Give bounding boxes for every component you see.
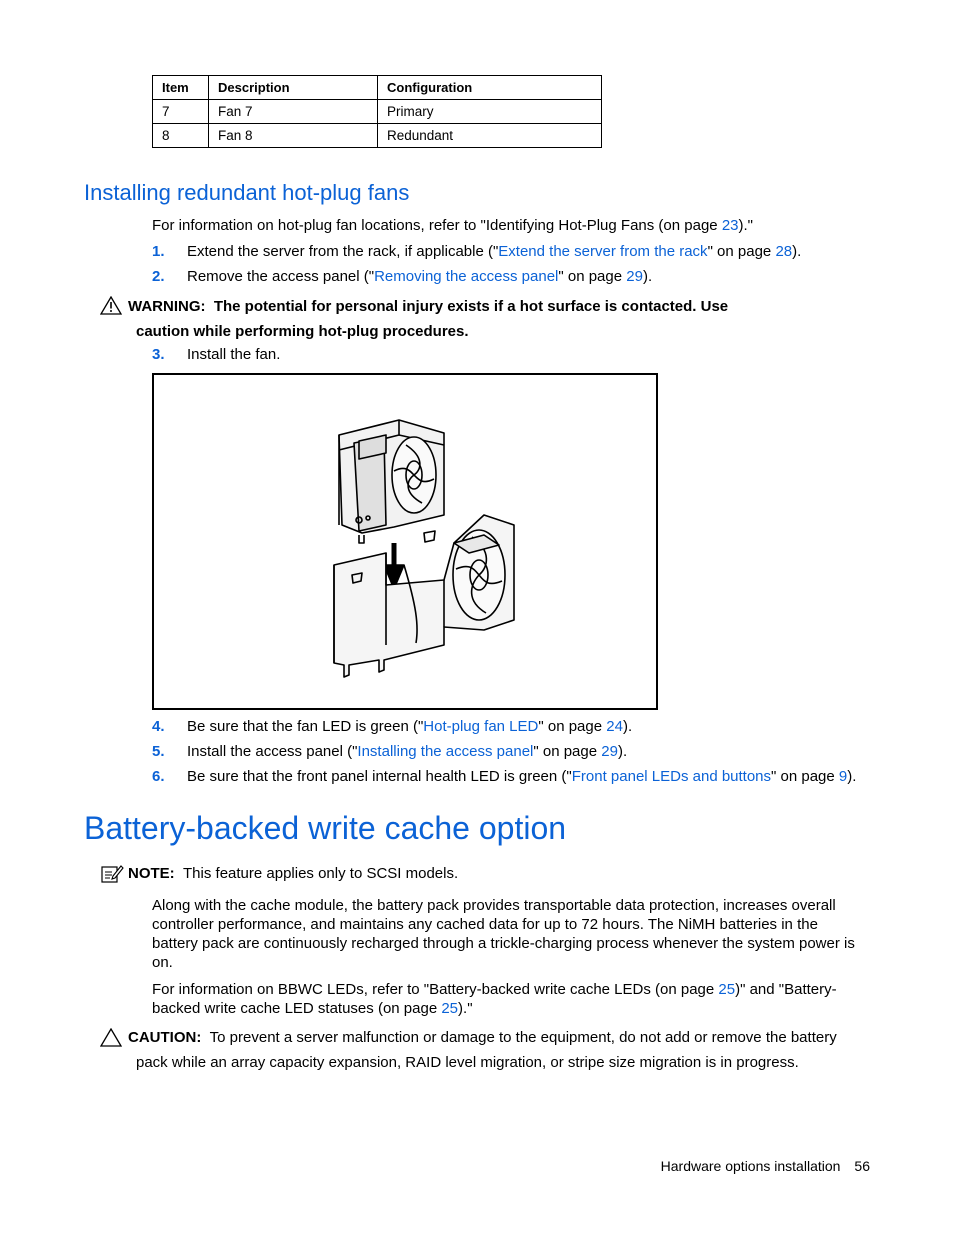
text-line: on. — [152, 954, 173, 971]
bbwc-description — [152, 896, 855, 972]
fan-illustration — [154, 375, 656, 708]
step-text: ). — [642, 268, 653, 285]
step-text: " on page — [558, 268, 627, 285]
note-label: NOTE: — [128, 865, 175, 882]
step-number: 4. — [152, 718, 165, 735]
installing-access-panel-link[interactable]: Installing the access panel — [357, 743, 534, 760]
step-text: Be sure that the front panel internal health LED is green (" — [187, 768, 572, 785]
step-number: 6. — [152, 768, 165, 785]
step-text: " on page — [771, 768, 839, 785]
warning-block — [100, 296, 860, 342]
page-footer — [661, 1158, 870, 1174]
removing-access-panel-link[interactable]: Removing the access panel — [374, 268, 559, 285]
text-line: battery pack are continuously recharged through a trickle-charging process whenever the system power is — [152, 935, 855, 952]
step-text: Be sure that the fan LED is green (" — [187, 718, 424, 735]
step-number: 5. — [152, 743, 165, 760]
table-row — [153, 100, 602, 124]
step-2 — [152, 267, 652, 286]
caution-text-cont: pack while an array capacity expansion, RAID level migration, or stripe size migration is in progress. — [136, 1054, 799, 1071]
caution-block — [100, 1028, 880, 1073]
front-panel-leds-link[interactable]: Front panel LEDs and buttons — [571, 768, 772, 785]
caution-triangle-icon — [100, 1028, 128, 1053]
step-text: ). — [847, 768, 857, 785]
step-number: 2. — [152, 268, 165, 285]
text-line — [152, 980, 837, 999]
extend-server-link[interactable]: Extend the server from the rack — [498, 243, 708, 260]
text-span: )" and "Battery- — [735, 981, 837, 998]
step-4 — [152, 717, 632, 736]
table-cell: Fan 7 — [209, 100, 378, 124]
step-text: ). — [622, 718, 633, 735]
step-text: ). — [617, 743, 628, 760]
page-link[interactable]: 28 — [775, 243, 793, 260]
page-number: 56 — [854, 1158, 870, 1174]
page-link[interactable]: 29 — [601, 743, 618, 760]
text-line — [152, 999, 837, 1018]
hot-plug-fan-led-link[interactable]: Hot-plug fan LED — [423, 718, 539, 735]
page-link[interactable]: 24 — [606, 718, 623, 735]
page-link[interactable]: 9 — [838, 768, 848, 785]
page-link[interactable]: 23 — [721, 217, 739, 234]
table-cell: Redundant — [378, 124, 602, 148]
table-cell: 8 — [153, 124, 209, 148]
step-5 — [152, 742, 627, 761]
note-block — [100, 864, 458, 889]
text-span: backed write cache LED statuses (on page — [152, 1000, 442, 1017]
fan-config-table — [152, 75, 602, 148]
page-link[interactable]: 25 — [718, 981, 736, 998]
step-6 — [152, 767, 856, 786]
step-number: 1. — [152, 243, 165, 260]
warning-triangle-icon — [100, 296, 128, 321]
chapter-title: Battery-backed write cache option — [84, 810, 567, 846]
warning-label: WARNING: — [128, 298, 206, 315]
caution-label: CAUTION: — [128, 1029, 202, 1046]
bbwc-led-reference — [152, 980, 837, 1018]
column-header-description: Description — [209, 76, 378, 100]
text-span: For information on BBWC LEDs, refer to "Battery-backed write cache LEDs (on page — [152, 981, 719, 998]
intro-paragraph — [152, 216, 753, 235]
step-text: " on page — [707, 243, 776, 260]
step-text: " on page — [533, 743, 602, 760]
intro-tail: )." — [738, 217, 753, 234]
caution-text: To prevent a server malfunction or damage to the equipment, do not add or remove the battery — [209, 1029, 837, 1046]
fan-installation-figure — [152, 373, 658, 710]
warning-text: The potential for personal injury exists if a hot surface is contacted. Use — [213, 298, 729, 315]
intro-text: For information on hot-plug fan locations, refer to "Identifying Hot-Plug Fans (on page — [152, 217, 722, 234]
step-1 — [152, 242, 801, 261]
table-cell: Primary — [378, 100, 602, 124]
step-text: " on page — [538, 718, 607, 735]
warning-text-cont: caution while performing hot-plug procedures. — [136, 323, 469, 340]
column-header-configuration: Configuration — [378, 76, 602, 100]
step-text: ). — [792, 243, 802, 260]
page-link[interactable]: 25 — [441, 1000, 459, 1017]
step-3 — [152, 345, 280, 364]
table-cell: Fan 8 — [209, 124, 378, 148]
column-header-item: Item — [153, 76, 209, 100]
note-text: This feature applies only to SCSI models. — [183, 865, 459, 882]
section-title: Installing redundant hot-plug fans — [84, 180, 410, 205]
step-text: Install the fan. — [187, 346, 281, 363]
step-number: 3. — [152, 346, 165, 363]
step-text: Remove the access panel (" — [187, 268, 375, 285]
page-link[interactable]: 29 — [626, 268, 643, 285]
text-span: )." — [458, 1000, 473, 1017]
note-pencil-icon — [100, 864, 128, 889]
step-text: Extend the server from the rack, if applicable (" — [187, 243, 499, 260]
text-line: Along with the cache module, the battery pack provides transportable data protection, increases overall — [152, 897, 836, 914]
table-header-row — [153, 76, 602, 100]
table-cell: 7 — [153, 100, 209, 124]
step-text: Install the access panel (" — [187, 743, 358, 760]
text-line: controller performance, and maintains any cached data for up to 72 hours. The NiMH batteries in the — [152, 916, 818, 933]
footer-section: Hardware options installation — [660, 1158, 841, 1174]
table-row — [153, 124, 602, 148]
